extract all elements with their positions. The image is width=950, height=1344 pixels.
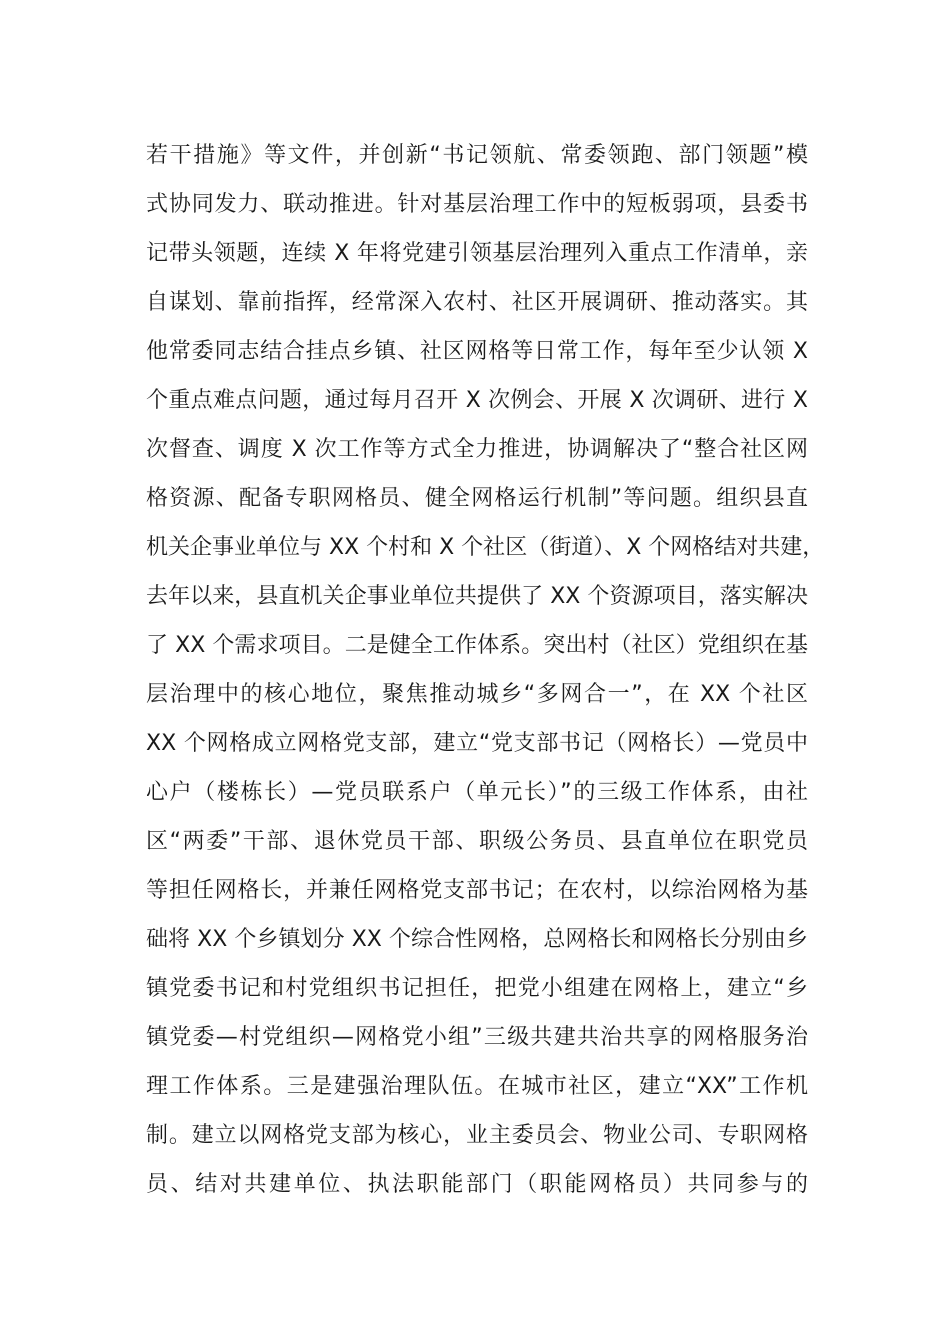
text-line: 记带头领题，连续 X 年将党建引领基层治理列入重点工作清单，亲 [146, 241, 808, 266]
text-line: 制。建立以网格党支部为核心，业主委员会、物业公司、专职网格 [146, 1123, 808, 1148]
text-line: 础将 XX 个乡镇划分 XX 个综合性网格，总网格长和网格长分别由乡 [146, 927, 808, 952]
text-line: 员、结对共建单位、执法职能部门（职能网格员）共同参与的 [146, 1172, 808, 1197]
text-line: 理工作体系。三是建强治理队伍。在城市社区，建立“XX”工作机 [146, 1074, 808, 1099]
text-line: 镇党委书记和村党组织书记担任，把党小组建在网格上，建立“乡 [146, 976, 808, 1001]
document-body [146, 131, 825, 1209]
text-line: 次督查、调度 X 次工作等方式全力推进，协调解决了“整合社区网 [146, 437, 808, 462]
text-line: 自谋划、靠前指挥，经常深入农村、社区开展调研、推动落实。其 [146, 290, 808, 315]
text-line: 了 XX 个需求项目。二是健全工作体系。突出村（社区）党组织在基 [146, 633, 808, 658]
text-line: 等担任网格长，并兼任网格党支部书记；在农村，以综治网格为基 [146, 878, 808, 903]
text-line: 层治理中的核心地位，聚焦推动城乡“多网合一”，在 XX 个社区 [146, 682, 808, 707]
text-line: 机关企事业单位与 XX 个村和 X 个社区（街道）、X 个网格结对共建， [146, 535, 825, 560]
text-line: 心户（楼栋长）—党员联系户（单元长）”的三级工作体系，由社 [146, 780, 808, 805]
text-line: 个重点难点问题，通过每月召开 X 次例会、开展 X 次调研、进行 X [146, 388, 808, 413]
text-line: 若干措施》等文件，并创新“书记领航、常委领跑、部门领题”模 [146, 143, 808, 168]
text-line: 去年以来，县直机关企事业单位共提供了 XX 个资源项目，落实解决 [146, 584, 808, 609]
text-line: 格资源、配备专职网格员、健全网格运行机制”等问题。组织县直 [146, 486, 808, 511]
text-line: 区“两委”干部、退休党员干部、职级公务员、县直单位在职党员 [146, 829, 808, 854]
text-line: 镇党委—村党组织—网格党小组”三级共建共治共享的网格服务治 [146, 1025, 808, 1050]
text-line: 他常委同志结合挂点乡镇、社区网格等日常工作，每年至少认领 X [146, 339, 808, 364]
text-line: 式协同发力、联动推进。针对基层治理工作中的短板弱项，县委书 [146, 192, 808, 217]
text-line: XX 个网格成立网格党支部，建立“党支部书记（网格长）—党员中 [146, 731, 808, 756]
